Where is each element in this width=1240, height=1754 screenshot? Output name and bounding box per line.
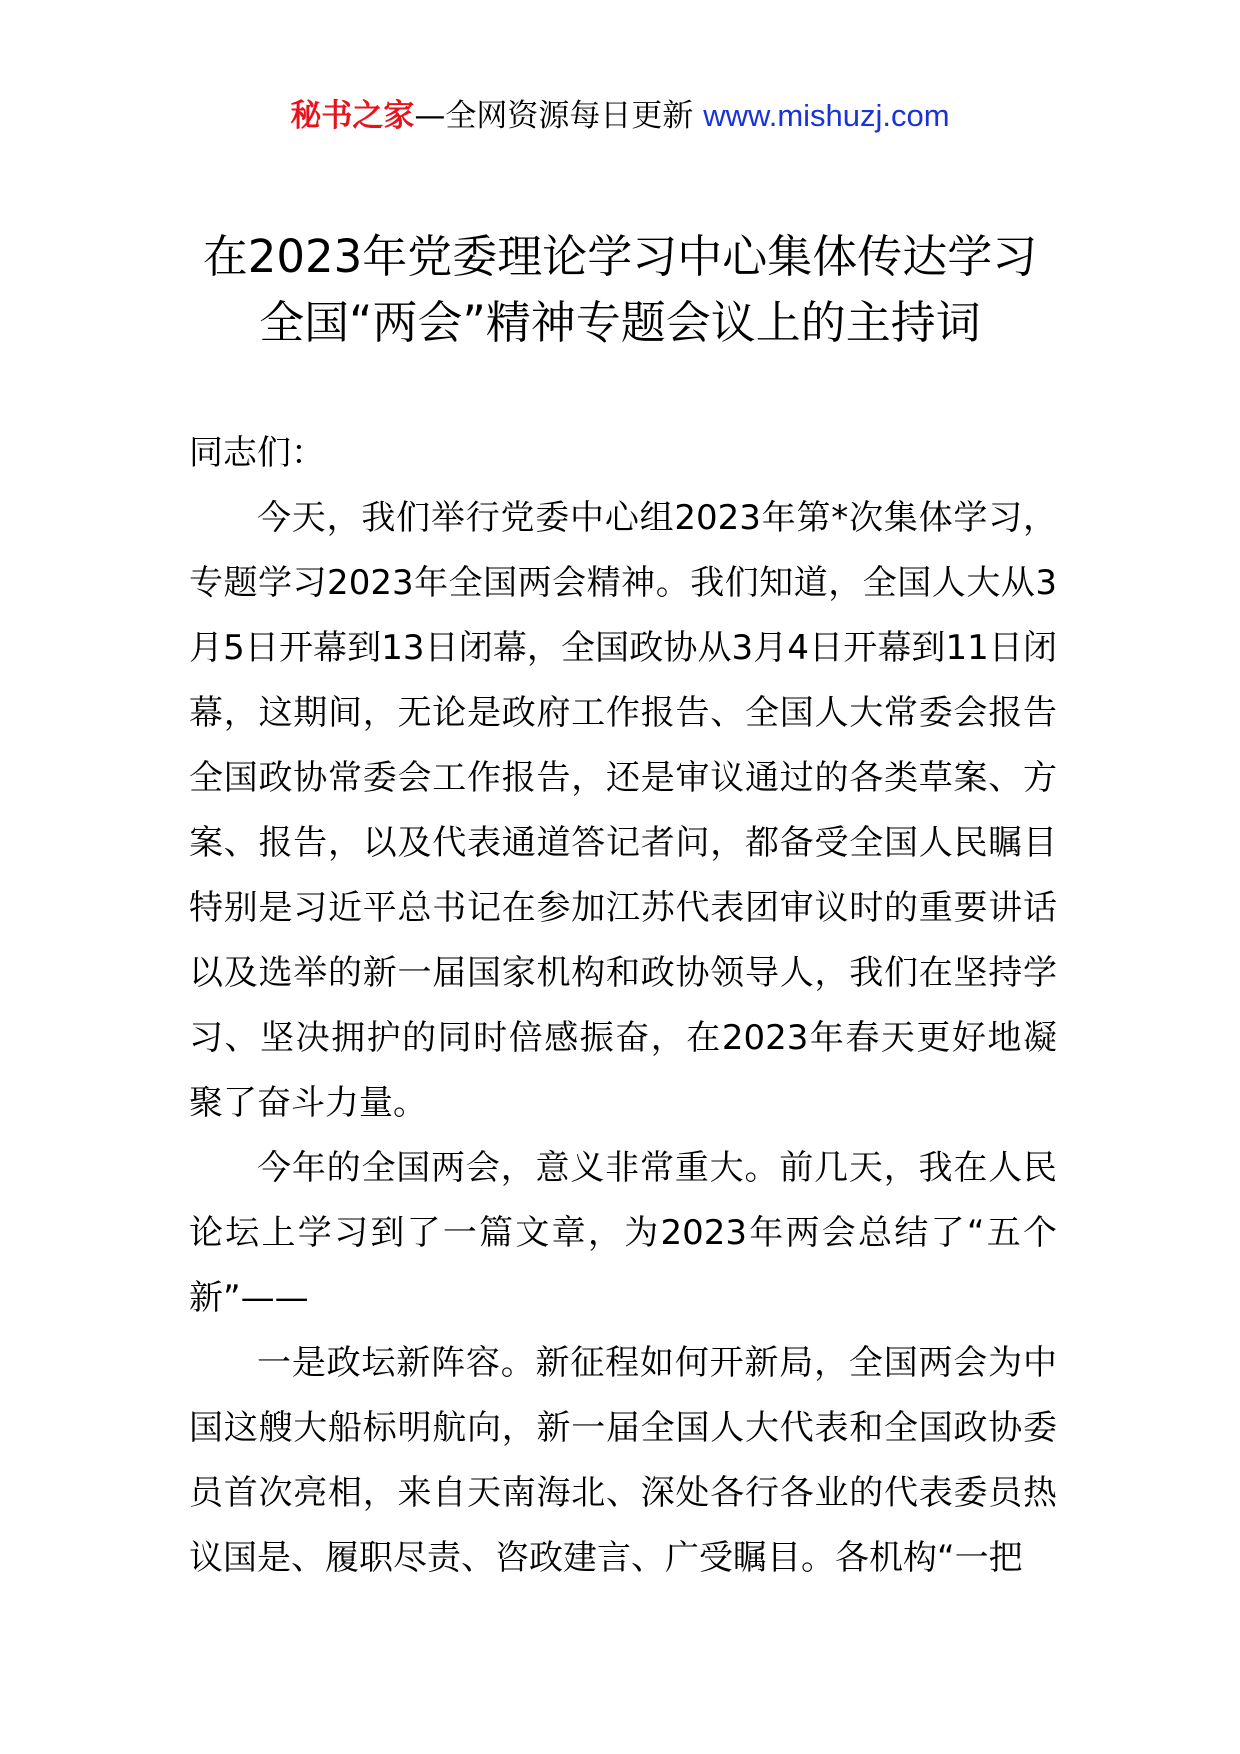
title-line-1: 在2023年党委理论学习中心集体传达学习 (202, 230, 1038, 283)
document-body (189, 421, 1057, 1591)
title-line-2: 全国“两会”精神专题会议上的主持词 (259, 296, 981, 349)
paragraph-3: 一是政坛新阵容。新征程如何开新局，全国两会为中国这艘大船标明航向，新一届全国人大代表和全国政协委员首次亮相，来自天南海北、深处各行各业的代表委员热议国是、履职尽责、咨政建言、广受瞩目。各机构“一把 (189, 1343, 1057, 1578)
site-url-link[interactable]: www.mishuzj.com (703, 98, 950, 133)
paragraph-2: 今年的全国两会，意义非常重大。前几天，我在人民论坛上学习到了一篇文章，为2023年两会总结了“五个新”—— (189, 1148, 1057, 1318)
site-slogan: —全网资源每日更新 (414, 98, 694, 134)
site-brand: 秘书之家 (290, 98, 415, 134)
site-header (0, 96, 1240, 136)
paragraph-1: 今天，我们举行党委中心组2023年第*次集体学习，专题学习2023年全国两会精神。我们知道，全国人大从3月5日开幕到13日闭幕，全国政协从3月4日开幕到11日闭幕，这期间，无论是政府工作报告、全国人大常委会报告全国政协常委会工作报告，还是审议通过的各类草案、方案、报告，以及代表通道答记者问，都备受全国人民瞩目特别是习近平总书记在参加江苏代表团审议时的重要讲话以及选举的新一届国家机构和政协领导人，我们在坚持学习、坚决拥护的同时倍感振奋，在2023年春天更好地凝聚了奋斗力量。 (189, 498, 1057, 1123)
document-title (120, 224, 1120, 356)
salutation: 同志们： (189, 433, 325, 473)
